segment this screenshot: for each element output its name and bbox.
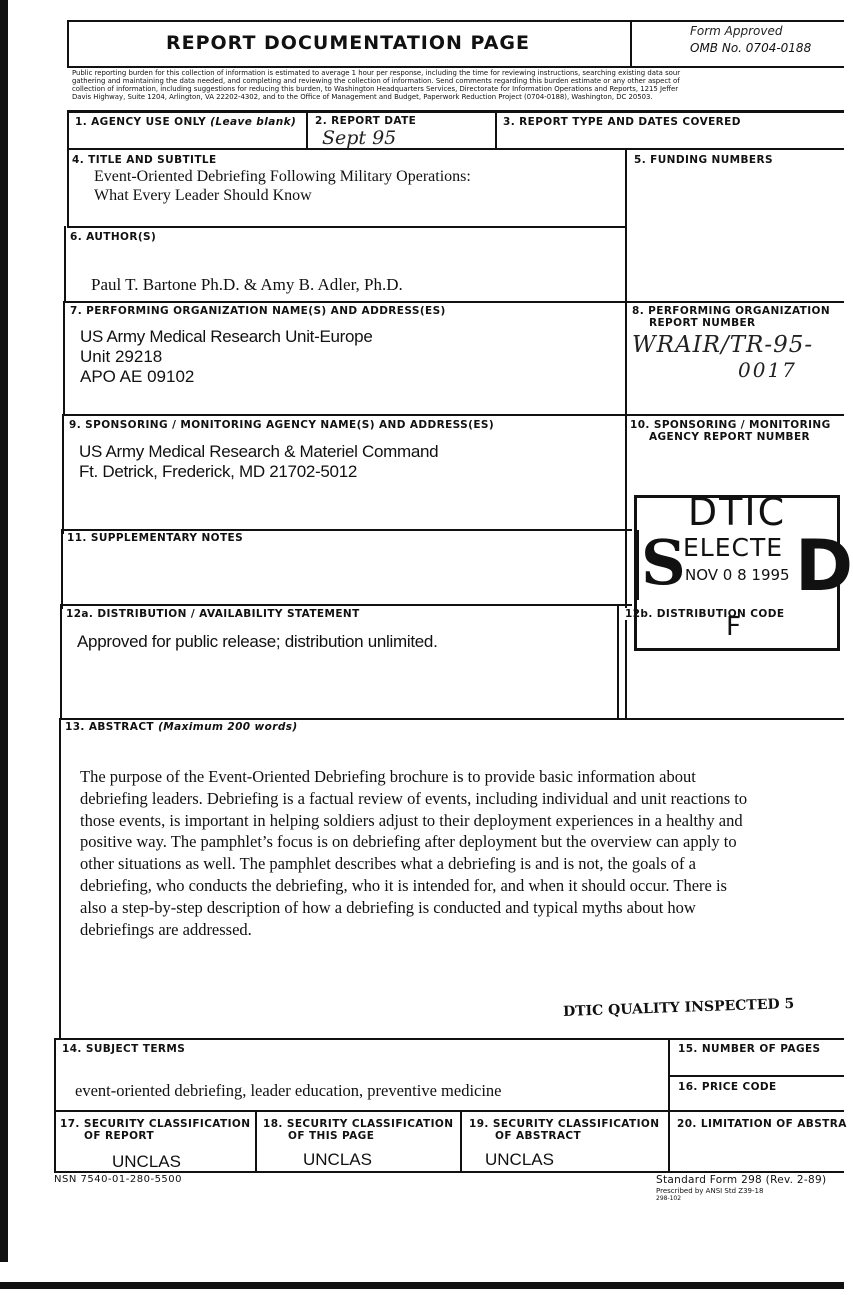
perf-org-line1: US Army Medical Research Unit-Europe — [80, 327, 373, 346]
rule-row6-bottom — [64, 301, 844, 303]
perf-report-label-line2: REPORT NUMBER — [649, 317, 756, 329]
sponsor-label: 9. SPONSORING / MONITORING AGENCY NAME(S) AND ADDRESS(ES) — [69, 419, 495, 431]
sponsor-report-label-line1: 10. SPONSORING / MONITORING — [630, 419, 831, 431]
burden-line: Davis Highway, Suite 1204, Arlington, VA 22202-4302, and to the Office of Management and Budget, Paperwork Reduction Project (0704-0188), Washington, DC 20503. — [72, 93, 653, 101]
header-bottom — [67, 66, 844, 68]
title-line1: Event-Oriented Debriefing Following Military Operations: — [94, 168, 471, 185]
authors-label: 6. AUTHOR(S) — [70, 231, 157, 243]
rule-row1-bottom — [67, 148, 844, 150]
standard-form: Standard Form 298 (Rev. 2-89) — [656, 1174, 827, 1186]
funding-label: 5. FUNDING NUMBERS — [634, 154, 773, 166]
rule-14-15 — [668, 1038, 670, 1172]
subject-terms-label: 14. SUBJECT TERMS — [62, 1043, 186, 1055]
perf-report-number-line2: 0017 — [738, 358, 797, 382]
abstract-body — [80, 766, 840, 940]
agency-use-label: 1. AGENCY USE ONLY (Leave blank) — [75, 116, 297, 128]
abstract-line: The purpose of the Event-Oriented Debriefing brochure is to provide basic information about — [80, 767, 696, 786]
abstract-line: also a step-by-step description of how a debriefing is conducted and typical myths about how — [80, 897, 696, 917]
sec19-label — [469, 1118, 659, 1142]
sponsor-report-label-line2: AGENCY REPORT NUMBER — [649, 431, 811, 443]
perf-org-line3: APO AE 09102 — [80, 367, 195, 386]
report-date-label: 2. REPORT DATE — [315, 115, 417, 127]
sponsor-line1: US Army Medical Research & Materiel Command — [79, 442, 439, 461]
prescribed-by: Prescribed by ANSI Std Z39-18 — [656, 1187, 764, 1195]
rule-row4-bottom — [67, 226, 625, 228]
rule-row9-bottom — [62, 529, 632, 531]
abstract-line: debriefing, who conducts the debriefing, who it is intended for, and when it should occur. There is — [80, 875, 727, 895]
frame-top — [68, 20, 844, 22]
rule-form-bottom — [54, 1171, 844, 1173]
sec18-label-line2: OF THIS PAGE — [288, 1130, 375, 1142]
dist-code-value: F — [726, 612, 741, 642]
abstract-label: 13. ABSTRACT (Maximum 200 words) — [65, 721, 298, 733]
frame-left-8 — [54, 1038, 56, 1172]
sec19-label-line2: OF ABSTRACT — [495, 1130, 582, 1142]
subject-terms-value: event-oriented debriefing, leader education, preventive medicine — [75, 1081, 502, 1100]
rule-18-19 — [460, 1110, 462, 1172]
stamp-date: NOV 0 8 1995 — [685, 566, 790, 584]
abstract-line: other situations as well. The pamphlet describes what a debriefing is and is not, the goals of a — [80, 854, 697, 874]
form-title: REPORT DOCUMENTATION PAGE — [166, 32, 530, 54]
perf-report-label-line1: 8. PERFORMING ORGANIZATION — [632, 305, 831, 317]
sec17-label — [60, 1118, 250, 1142]
price-code-label: 16. PRICE CODE — [678, 1081, 777, 1093]
frame-left-6 — [60, 604, 62, 720]
number-of-pages-label: 15. NUMBER OF PAGES — [678, 1043, 821, 1055]
frame-left-3 — [63, 301, 65, 415]
nsn-number: NSN 7540-01-280-5500 — [54, 1174, 183, 1185]
header-divider — [630, 20, 632, 66]
rule-1-2 — [306, 113, 308, 149]
stamp-left-bar — [635, 530, 639, 600]
authors-value: Paul T. Bartone Ph.D. & Amy B. Adler, Ph.D. — [91, 275, 403, 294]
rule-17-18 — [255, 1110, 257, 1172]
sponsor-report-label — [630, 419, 831, 443]
rule-2-3 — [495, 113, 497, 149]
limitation-label: 20. LIMITATION OF ABSTRA — [677, 1118, 847, 1130]
burden-line: collection of information, including suggestions for reducing this burden, to Washington Headquarters Services, Directorate for Information Operations and Reports, 1215 Jeffer — [72, 85, 679, 93]
dist-value: Approved for public release; distribution unlimited. — [77, 632, 438, 651]
sec18-value: UNCLAS — [303, 1150, 372, 1169]
prescribed-by-line2: 298-102 — [656, 1195, 682, 1202]
stamp-letter-d: D — [795, 525, 853, 607]
burden-statement — [72, 69, 844, 101]
frame-left-4 — [62, 414, 64, 534]
rule-row11-bottom — [61, 604, 632, 606]
frame-left-1 — [67, 110, 69, 228]
report-type-label: 3. REPORT TYPE AND DATES COVERED — [503, 116, 741, 128]
form-approved: Form Approved — [690, 24, 783, 38]
rule-row13-bottom — [55, 1038, 844, 1040]
report-date-value: Sept 95 — [322, 127, 397, 149]
right-column-rule — [625, 150, 627, 718]
quality-inspected-stamp: DTIC QUALITY INSPECTED 5 — [562, 995, 795, 1021]
rule-15-16 — [668, 1075, 844, 1077]
dist-label: 12a. DISTRIBUTION / AVAILABILITY STATEMENT — [66, 608, 360, 620]
perf-org-line2: Unit 29218 — [80, 347, 163, 366]
sec17-label-line1: 17. SECURITY CLASSIFICATION — [60, 1118, 251, 1130]
abstract-line: positive way. The pamphlet’s focus is on debriefing after deployment but the overview can apply to — [80, 832, 737, 852]
dist-code-label: 12b. DISTRIBUTION CODE — [625, 608, 785, 620]
sec17-label-line2: OF REPORT — [84, 1130, 155, 1142]
sec19-label-line1: 19. SECURITY CLASSIFICATION — [469, 1118, 660, 1130]
burden-line: gathering and maintaining the data needed, and completing and reviewing the collection of information. Send comments regarding this burden estimate or any other aspect of — [72, 77, 680, 85]
burden-line: Public reporting burden for this collection of information is estimated to average 1 hour per response, including the time for reviewing instructions, searching existing data sour — [72, 69, 681, 77]
abstract-line: debriefing leaders. Debriefing is a factual review of events, including individual and unit reactions to — [80, 788, 748, 808]
rule-row12-bottom — [60, 718, 844, 720]
title-label: 4. TITLE AND SUBTITLE — [72, 154, 217, 166]
supp-notes-label: 11. SUPPLEMENTARY NOTES — [67, 532, 244, 544]
rule-12a-12b — [617, 604, 619, 720]
rule-row7-bottom — [63, 414, 844, 416]
frame-left-2 — [64, 226, 66, 302]
frame-left-5 — [61, 529, 63, 609]
dtic-stamp-title: DTIC — [687, 490, 787, 534]
rule-row14-bottom — [54, 1110, 844, 1112]
perf-report-label — [632, 305, 830, 329]
abstract-line: debriefings are addressed. — [80, 919, 252, 939]
abstract-line: those events, is important in helping soldiers adjust to their deployment experiences in a healthy and — [80, 810, 743, 830]
title-line2: What Every Leader Should Know — [94, 187, 312, 204]
omb-number: OMB No. 0704-0188 — [690, 41, 812, 55]
frame-left-7 — [59, 718, 61, 1040]
stamp-letter-s: S — [641, 526, 686, 599]
scan-edge-left — [0, 0, 8, 1262]
sponsor-line2: Ft. Detrick, Frederick, MD 21702-5012 — [79, 462, 358, 481]
sec19-value: UNCLAS — [485, 1150, 554, 1169]
stamp-electe: ELECTE — [683, 533, 784, 562]
sec18-label — [263, 1118, 453, 1142]
perf-org-label: 7. PERFORMING ORGANIZATION NAME(S) AND ADDRESS(ES) — [70, 305, 446, 317]
sec18-label-line1: 18. SECURITY CLASSIFICATION — [263, 1118, 454, 1130]
scan-edge-bottom — [0, 1282, 844, 1289]
perf-report-number-line1: WRAIR/TR-95- — [632, 332, 814, 358]
sec17-value: UNCLAS — [112, 1152, 181, 1171]
dtic-stamp — [634, 490, 853, 651]
rule-row1-top — [67, 110, 844, 113]
